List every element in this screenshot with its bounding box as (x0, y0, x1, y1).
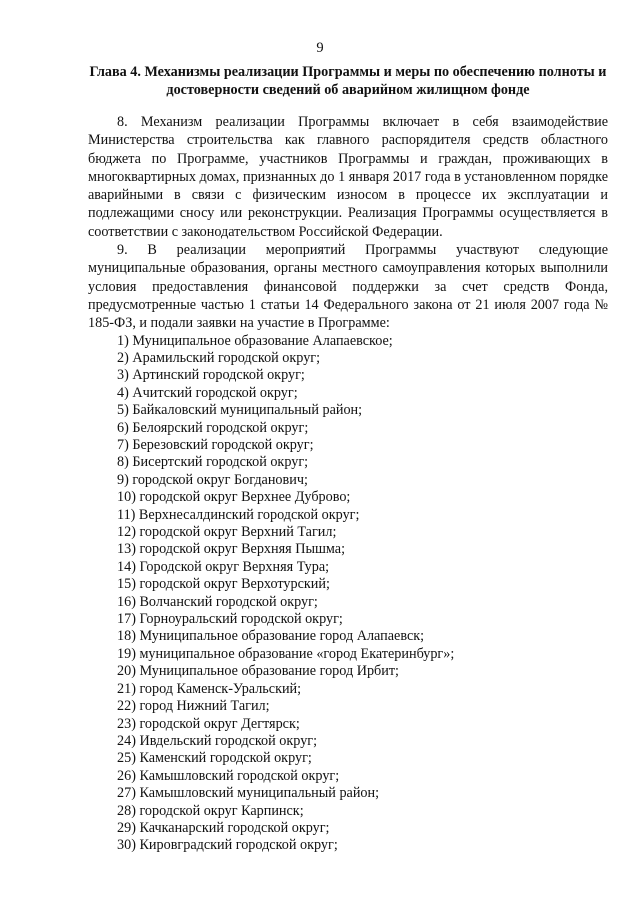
list-item: 10) городской округ Верхнее Дуброво; (117, 489, 351, 506)
list-item: 1) Муниципальное образование Алапаевское; (117, 332, 393, 349)
list-item: 21) город Каменск-Уральский; (117, 680, 302, 697)
list-item: 9) городской округ Богданович; (117, 471, 308, 488)
chapter-title: Глава 4. Механизмы реализации Программы и меры по обеспечению полноты и достоверности сведений об аварийном жилищном фонде (89, 64, 607, 98)
list-item: 22) город Нижний Тагил; (117, 698, 270, 715)
list-item: 17) Горноуральский городской округ; (117, 611, 343, 628)
list-item: 2) Арамильский городской округ; (117, 349, 321, 366)
list-item: 3) Артинский городской округ; (117, 367, 305, 384)
municipalities-list (88, 333, 608, 855)
paragraph-8: 8. Механизм реализации Программы включает в себя взаимодействие Министерства строительства как главного распорядителя средств областного бюджета по Программе, участников Программы и граждан, проживающих в многоквартирных домах, признанных до 1 января 2017 года в установленном порядке аварийными в связи с физическим износом в процессе их эксплуатации и подлежащими сносу или реконструкции. Реализация Программы осуществляется в соответствии с законодательством Российской Федерации. (88, 114, 608, 240)
list-item: 7) Березовский городской округ; (117, 437, 314, 453)
document-body (88, 113, 608, 855)
list-item: 30) Кировградский городской округ; (117, 837, 338, 854)
list-item: 20) Муниципальное образование город Ирбит; (117, 663, 400, 680)
list-item: 11) Верхнесалдинский городской округ; (117, 506, 360, 523)
list-item: 23) городской округ Дегтярск; (117, 715, 300, 732)
list-item: 14) Городской округ Верхняя Тура; (117, 558, 330, 575)
list-item: 5) Байкаловский муниципальный район; (117, 402, 363, 419)
list-item: 13) городской округ Верхняя Пышма; (117, 541, 346, 558)
list-item: 12) городской округ Верхний Тагил; (117, 524, 337, 541)
list-item: 25) Каменский городской округ; (117, 750, 312, 767)
list-item: 24) Ивдельский городской округ; (117, 732, 318, 749)
list-item: 8) Бисертский городской округ; (117, 454, 309, 471)
list-item: 16) Волчанский городской округ; (117, 593, 318, 610)
list-item: 19) муниципальное образование «город Екатеринбург»; (117, 645, 455, 662)
list-item: 18) Муниципальное образование город Алапаевск; (117, 628, 425, 645)
list-item: 27) Камышловский муниципальный район; (117, 785, 380, 802)
paragraph-9: 9. В реализации мероприятий Программы участвуют следующие муниципальные образования, органы местного самоуправления которых выполнили условия предоставления финансовой поддержки за счет средств Фонда, предусмотренные частью 1 статьи 14 Федерального закона от 21 июля 2007 года № 185-ФЗ, и подали заявки на участие в Программе: (88, 242, 608, 332)
page-number: 9 (316, 40, 324, 56)
list-item: 15) городской округ Верхотурский; (117, 576, 330, 593)
list-item: 4) Ачитский городской округ; (117, 384, 298, 401)
list-item: 29) Качканарский городской округ; (117, 819, 330, 836)
list-item: 28) городской округ Карпинск; (117, 802, 304, 819)
list-item: 6) Белоярский городской округ; (117, 419, 309, 436)
list-item: 26) Камышловский городской округ; (117, 767, 340, 784)
